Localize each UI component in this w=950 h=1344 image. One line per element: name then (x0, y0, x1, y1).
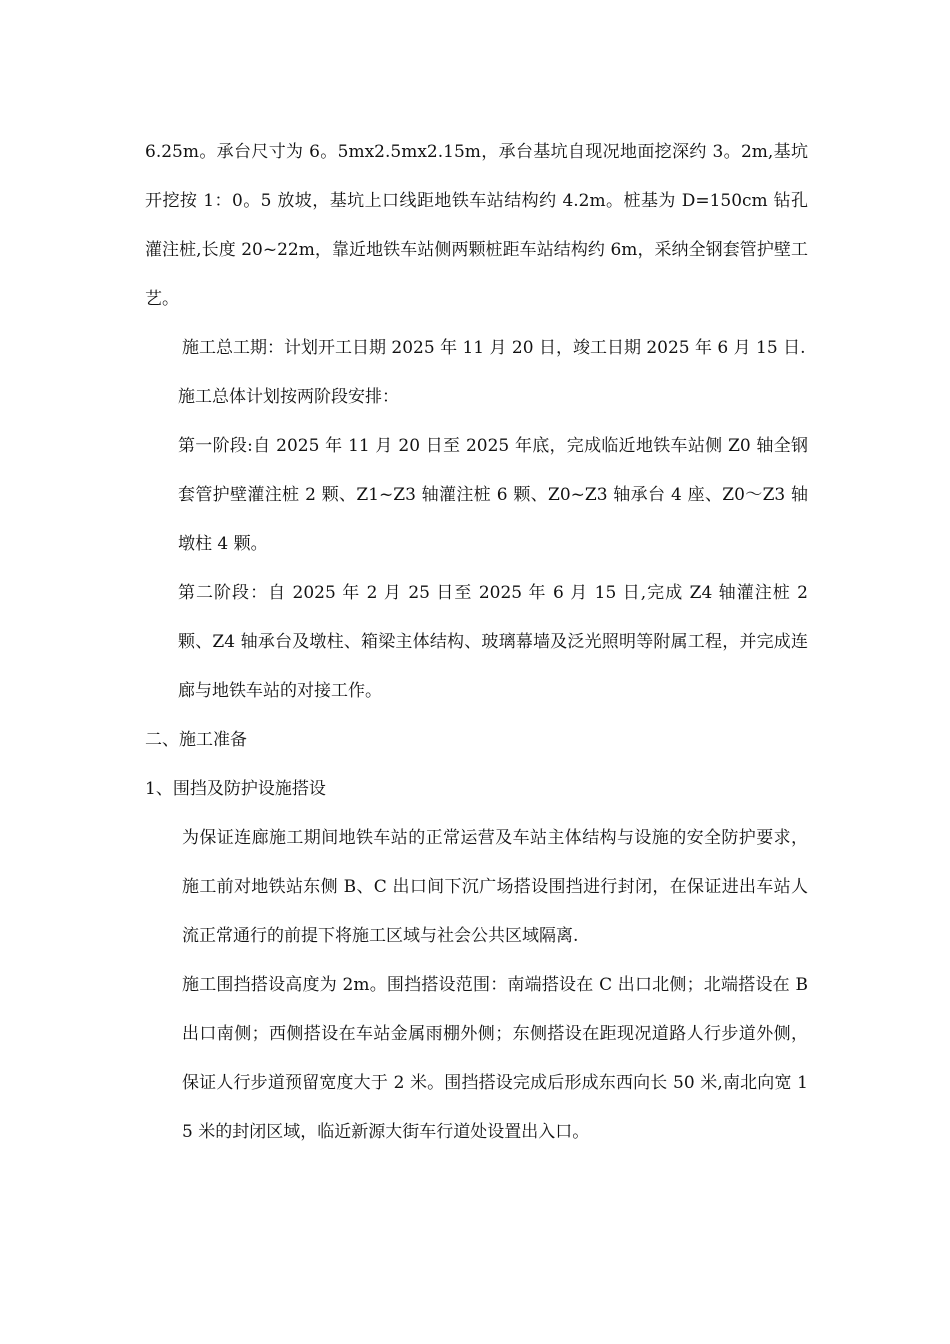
paragraph-foundation-details: 6.25m。承台尺寸为 6。5mx2.5mx2.15m，承台基坑自现况地面挖深约 3。2m,基坑开挖按 1：0。5 放坡，基坑上口线距地铁车站结构约 4.2m。桩基为 D=150cm 钻孔灌注桩,长度 20~22m，靠近地铁车站侧两颗桩距车站结构约 6m，采纳全钢套管护壁工艺。 (145, 142, 808, 309)
document-body (145, 128, 808, 1157)
paragraph-phase-one: 第一阶段:自 2025 年 11 月 20 日至 2025 年底，完成临近地铁车站侧 Z0 轴全钢套管护壁灌注桩 2 颗、Z1~Z3 轴灌注桩 6 颗、Z0~Z3 轴承台 4 座、Z0～Z3 轴墩柱 4 颗。 (178, 436, 808, 554)
paragraph-enclosure-scope: 施工围挡搭设高度为 2m。围挡搭设范围：南端搭设在 C 出口北侧；北端搭设在 B 出口南侧；西侧搭设在车站金属雨棚外侧；东侧搭设在距现况道路人行步道外侧，保证人行步道预留宽度大于 2 米。围挡搭设完成后形成东西向长 50 米,南北向宽 15 米的封闭区域，临近新源大街车行道处设置出入口。 (182, 975, 808, 1142)
section-heading-preparation: 二、施工准备 (145, 730, 247, 750)
paragraph-plan-intro: 施工总体计划按两阶段安排： (178, 387, 399, 407)
paragraph-enclosure-purpose: 为保证连廊施工期间地铁车站的正常运营及车站主体结构与设施的安全防护要求，施工前对地铁站东侧 B、C 出口间下沉广场搭设围挡进行封闭，在保证进出车站人流正常通行的前提下将施工区域与社会公共区域隔离. (182, 828, 808, 946)
paragraph-construction-period: 施工总工期：计划开工日期 2025 年 11 月 20 日，竣工日期 2025 年 6 月 15 日. (182, 338, 806, 358)
paragraph-phase-two: 第二阶段：自 2025 年 2 月 25 日至 2025 年 6 月 15 日,完成 Z4 轴灌注桩 2 颗、Z4 轴承台及墩柱、箱梁主体结构、玻璃幕墙及泛光照明等附属工程，并完成连廊与地铁车站的对接工作。 (178, 583, 808, 701)
subsection-heading-enclosure: 1、围挡及防护设施搭设 (145, 779, 326, 799)
